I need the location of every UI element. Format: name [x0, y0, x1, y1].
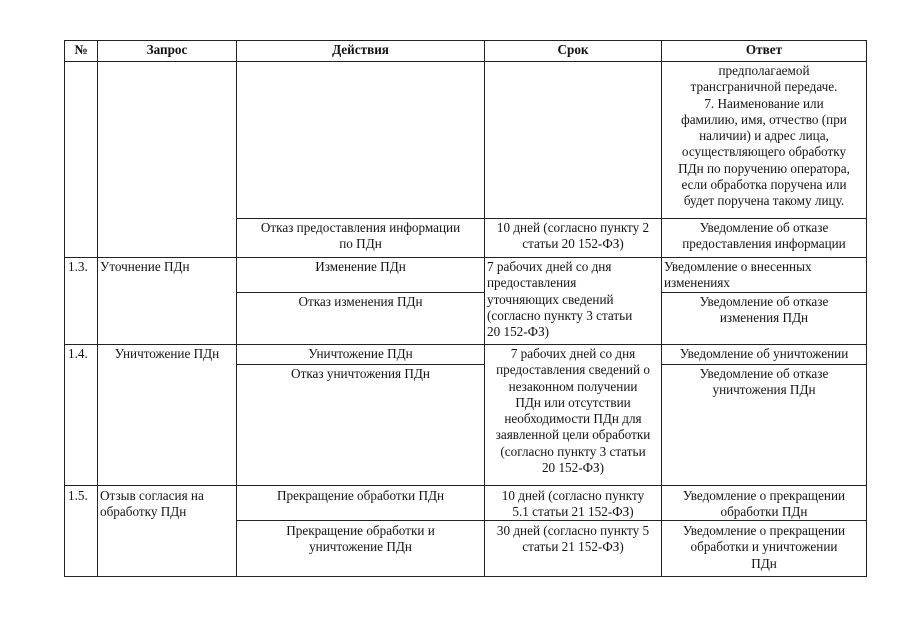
row-1-3-answer-change: Уведомление о внесенных изменениях — [664, 259, 812, 291]
row-1-5-answer-stop: Уведомление о прекращении обработки ПДн — [682, 488, 846, 520]
refusal-info-term: 10 дней (согласно пункту 2 статьи 20 152-ФЗ) — [496, 220, 650, 252]
refusal-info-action: Отказ предоставления информации по ПДн — [260, 220, 461, 252]
row-1-4-action-refusal: Отказ уничтожения ПДн — [291, 366, 430, 381]
row-1-3-action-change: Изменение ПДн — [315, 259, 406, 274]
row-1-5-action-stop-destroy: Прекращение обработки и уничтожение ПДн — [286, 523, 435, 555]
row-1-4-answer-refusal: Уведомление об отказе уничтожения ПДн — [699, 366, 829, 398]
row-1-5-term-stop: 10 дней (согласно пункту 5.1 статьи 21 152-ФЗ) — [501, 488, 645, 520]
row-1-3-term: 7 рабочих дней со дня предоставления уточняющих сведений (согласно пункту 3 статьи 20 152-ФЗ) — [487, 259, 633, 340]
header-answer: Ответ — [745, 42, 783, 57]
row-1-4-answer-destroy: Уведомление об уничтожении — [679, 346, 849, 361]
header-actions: Действия — [332, 42, 389, 57]
answer-continuation: предполагаемой трансграничной передаче. 7. Наименование или фамилию, имя, отчество (при наличии) и адрес лица, осуществляющего обработку ПДн по поручению оператора, если обработка поручена или будет поручена такому лицу. — [678, 63, 850, 209]
row-1-4-request: Уничтожение ПДн — [114, 346, 220, 361]
header-term: Срок — [557, 42, 589, 57]
row-1-4-term: 7 рабочих дней со дня предоставления сведений о незаконном получении ПДн или отсутствии необходимости ПДн для заявленной цели обработки (согласно пункту 3 статьи 20 152-ФЗ) — [495, 346, 651, 476]
table-border-left — [64, 40, 65, 577]
column-divider-num — [97, 40, 98, 577]
row-1-5-term-stop-destroy: 30 дней (согласно пункту 5 статьи 21 152-ФЗ) — [496, 523, 650, 555]
row-1-3-answer-refusal: Уведомление об отказе изменения ПДн — [699, 294, 829, 326]
row-1-5-top — [64, 485, 867, 486]
row-1-3-action-refusal: Отказ изменения ПДн — [298, 294, 423, 309]
row-1-5-request: Отзыв согласия на обработку ПДн — [100, 488, 204, 520]
table-border-bottom — [64, 576, 867, 577]
row-1-3-request: Уточнение ПДн — [100, 259, 190, 274]
refusal-info-answer: Уведомление об отказе предоставления информации — [682, 220, 846, 252]
row-1-5-action-stop: Прекращение обработки ПДн — [276, 488, 445, 503]
row-1-4-num: 1.4. — [68, 346, 88, 361]
row-1-5-answer-stop-destroy: Уведомление о прекращении обработки и уничтожении ПДн — [682, 523, 846, 571]
row-1-5-num: 1.5. — [68, 488, 88, 503]
header-num: № — [74, 42, 88, 57]
row-1-4-action-destroy: Уничтожение ПДн — [308, 346, 413, 361]
row-1-3-num: 1.3. — [68, 259, 88, 274]
header-request: Запрос — [146, 42, 188, 57]
